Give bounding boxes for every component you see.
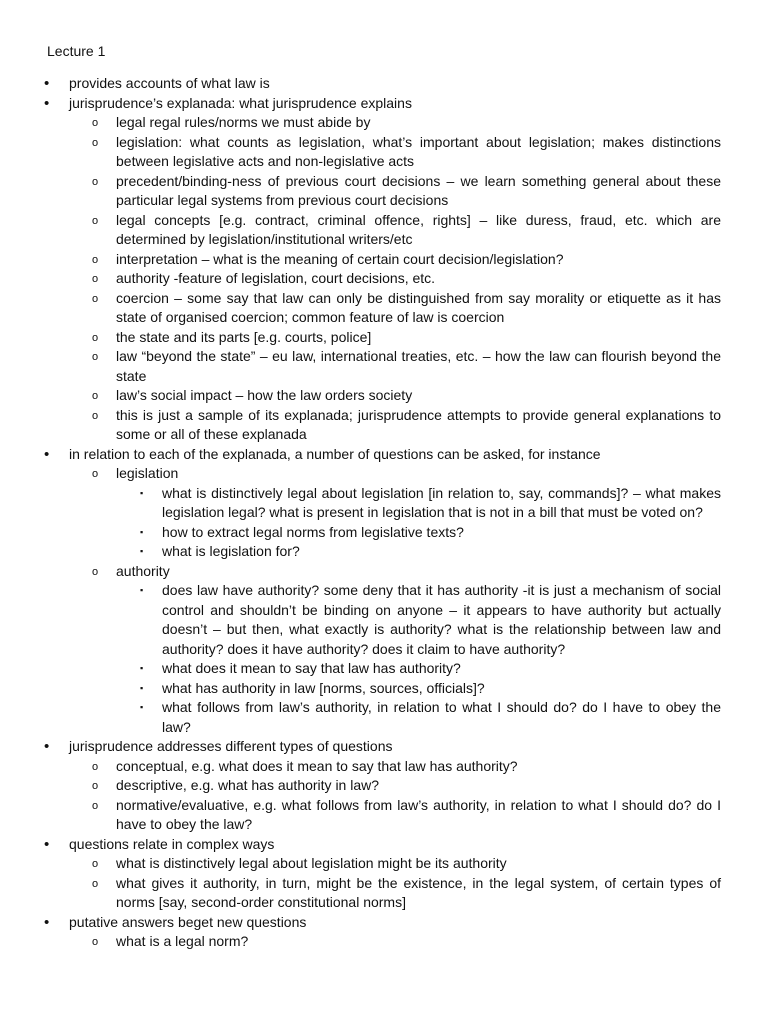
square-bullet-icon: ▪ [140,487,144,498]
bullet-bullet-icon: • [44,94,50,112]
outline-sublist [69,854,721,913]
outline-item-text: jurisprudence’s explanada: what jurisprudence explains [69,94,412,111]
circle-bullet-icon: o [92,390,99,402]
outline-item-level-0 [0,913,768,952]
outline-item-level-1 [92,250,721,270]
outline-item-text: legislation: what counts as legislation, what’s important about legislation; makes distinctions between legislative acts and non-legislative acts [116,133,721,169]
outline-sublist [116,484,721,562]
outline-list [0,74,768,952]
outline-item-text: provides accounts of what law is [69,75,270,91]
outline-item-text: conceptual, e.g. what does it mean to say that law has authority? [116,757,518,774]
bullet-bullet-icon: • [44,75,50,92]
outline-item-text: authority -feature of legislation, court decisions, etc. [116,270,436,286]
square-bullet-icon: ▪ [140,702,144,712]
outline-item-level-1 [92,289,721,328]
outline-item-level-1 [92,211,721,250]
outline-item-text: normative/evaluative, e.g. what follows from law’s authority, in relation to what I should do? do I have to obey the law? [116,796,721,832]
circle-bullet-icon: o [92,858,99,870]
outline-item-level-1 [92,269,721,289]
circle-bullet-icon: o [92,214,99,227]
outline-item-level-1 [92,406,721,445]
outline-item-text: legislation [116,465,179,481]
outline-item-text: legal regal rules/norms we must abide by [116,114,371,130]
circle-bullet-icon: o [92,292,99,305]
outline-item-level-2 [140,698,721,737]
outline-item-level-0 [0,74,768,94]
circle-bullet-icon: o [92,273,99,285]
outline-item-level-2 [140,581,721,659]
outline-sublist [69,932,721,952]
outline-item-level-1 [92,386,721,406]
outline-item-level-2 [140,484,721,523]
outline-item-level-2 [140,659,721,679]
square-bullet-icon: ▪ [140,546,144,556]
outline-item-level-1 [92,347,721,386]
outline-item-text: putative answers beget new questions [69,913,307,930]
outline-item-text: questions relate in complex ways [69,835,275,852]
outline-item-level-1 [92,796,721,835]
circle-bullet-icon: o [92,351,99,363]
outline-sublist [69,464,721,737]
outline-item-level-1 [92,172,721,211]
circle-bullet-icon: o [92,877,99,890]
outline-item-text: the state and its parts [e.g. courts, police] [116,328,372,345]
outline-item-text: jurisprudence addresses different types of questions [69,738,393,754]
outline-item-text: what gives it authority, in turn, might be the existence, in the legal system, of certain types of norms [say, second-order constitutional norms] [116,874,721,910]
outline-item-level-1 [92,133,721,172]
outline-item-level-1 [92,854,721,874]
circle-bullet-icon: o [92,331,99,344]
outline-item-text: what is a legal norm? [116,933,249,949]
outline-item-level-1 [92,776,721,796]
circle-bullet-icon: o [92,936,99,948]
outline-item-text: coercion – some say that law can only be distinguished from say morality or etiquette as it has state of organised coercion; common feature of law is coercion [116,289,721,325]
outline-item-level-0 [0,737,768,835]
outline-item-text: what is distinctively legal about legislation [in relation to, say, commands]? – what makes legislation legal? what is present in legislation that is not in a bill that must be voted on? [162,484,721,520]
circle-bullet-icon: o [92,780,99,792]
outline-sublist [116,581,721,737]
outline-item-text: precedent/binding-ness of previous court decisions – we learn something general about these particular legal systems from previous court decisions [116,172,721,208]
bullet-bullet-icon: • [44,738,50,755]
outline-item-text: what is distinctively legal about legislation might be its authority [116,855,507,871]
outline-sublist [69,757,721,835]
outline-item-level-1 [92,113,721,133]
square-bullet-icon: ▪ [140,682,144,693]
outline-item-text: law’s social impact – how the law orders society [116,387,413,403]
square-bullet-icon: ▪ [140,526,144,537]
outline-item-text: how to extract legal norms from legislative texts? [162,523,464,540]
circle-bullet-icon: o [92,175,99,188]
outline-item-text: what is legislation for? [162,543,300,559]
outline-item-level-2 [140,523,721,543]
outline-item-text: authority [116,562,170,579]
outline-item-text: in relation to each of the explanada, a number of questions can be asked, for instance [69,445,601,462]
circle-bullet-icon: o [92,409,99,422]
square-bullet-icon: ▪ [140,585,144,595]
page-title: Lecture 1 [47,43,106,59]
outline-item-text: this is just a sample of its explanada; jurisprudence attempts to provide general explanations to some or all of these explanada [116,406,721,442]
outline-item-text: what does it mean to say that law has authority? [162,660,461,676]
outline-item-text: interpretation – what is the meaning of certain court decision/legislation? [116,250,564,267]
circle-bullet-icon: o [92,117,99,129]
outline-item-text: what follows from law’s authority, in relation to what I should do? do I have to obey the law? [162,699,721,735]
outline-sublist [69,113,721,445]
outline-item-level-2 [140,679,721,699]
outline-item-level-2 [140,542,721,562]
outline-item-text: legal concepts [e.g. contract, criminal offence, rights] – like duress, fraud, etc. which are determined by legislation/institutional writers/etc [116,211,721,247]
outline-item-level-0 [0,94,768,445]
bullet-bullet-icon: • [44,913,50,931]
outline-item-level-0 [0,835,768,913]
outline-item-level-1 [92,757,721,777]
circle-bullet-icon: o [92,136,99,149]
circle-bullet-icon: o [92,468,99,480]
outline-item-text: descriptive, e.g. what has authority in law? [116,777,380,793]
bullet-bullet-icon: • [44,445,50,463]
bullet-bullet-icon: • [44,835,50,853]
outline-item-level-0 [0,445,768,738]
circle-bullet-icon: o [92,799,99,812]
outline-item-level-1 [92,874,721,913]
outline-item-text: what has authority in law [norms, sources, officials]? [162,679,485,696]
outline-item-level-1 [92,932,721,952]
outline-item-level-1 [92,562,721,738]
outline-item-level-1 [92,464,721,562]
outline-item-text: law “beyond the state” – eu law, international treaties, etc. – how the law can flourish beyond the state [116,348,721,384]
circle-bullet-icon: o [92,565,99,578]
square-bullet-icon: ▪ [140,663,144,673]
circle-bullet-icon: o [92,253,99,266]
outline-item-level-1 [92,328,721,348]
circle-bullet-icon: o [92,760,99,773]
outline-item-text: does law have authority? some deny that it has authority -it is just a mechanism of social control and shouldn’t be binding on anyone – it appears to have authority but actually doesn’t – but then, what exactly is authority? what is the relationship between law and authority? does it have authority? does it claim to have authority? [162,582,721,657]
